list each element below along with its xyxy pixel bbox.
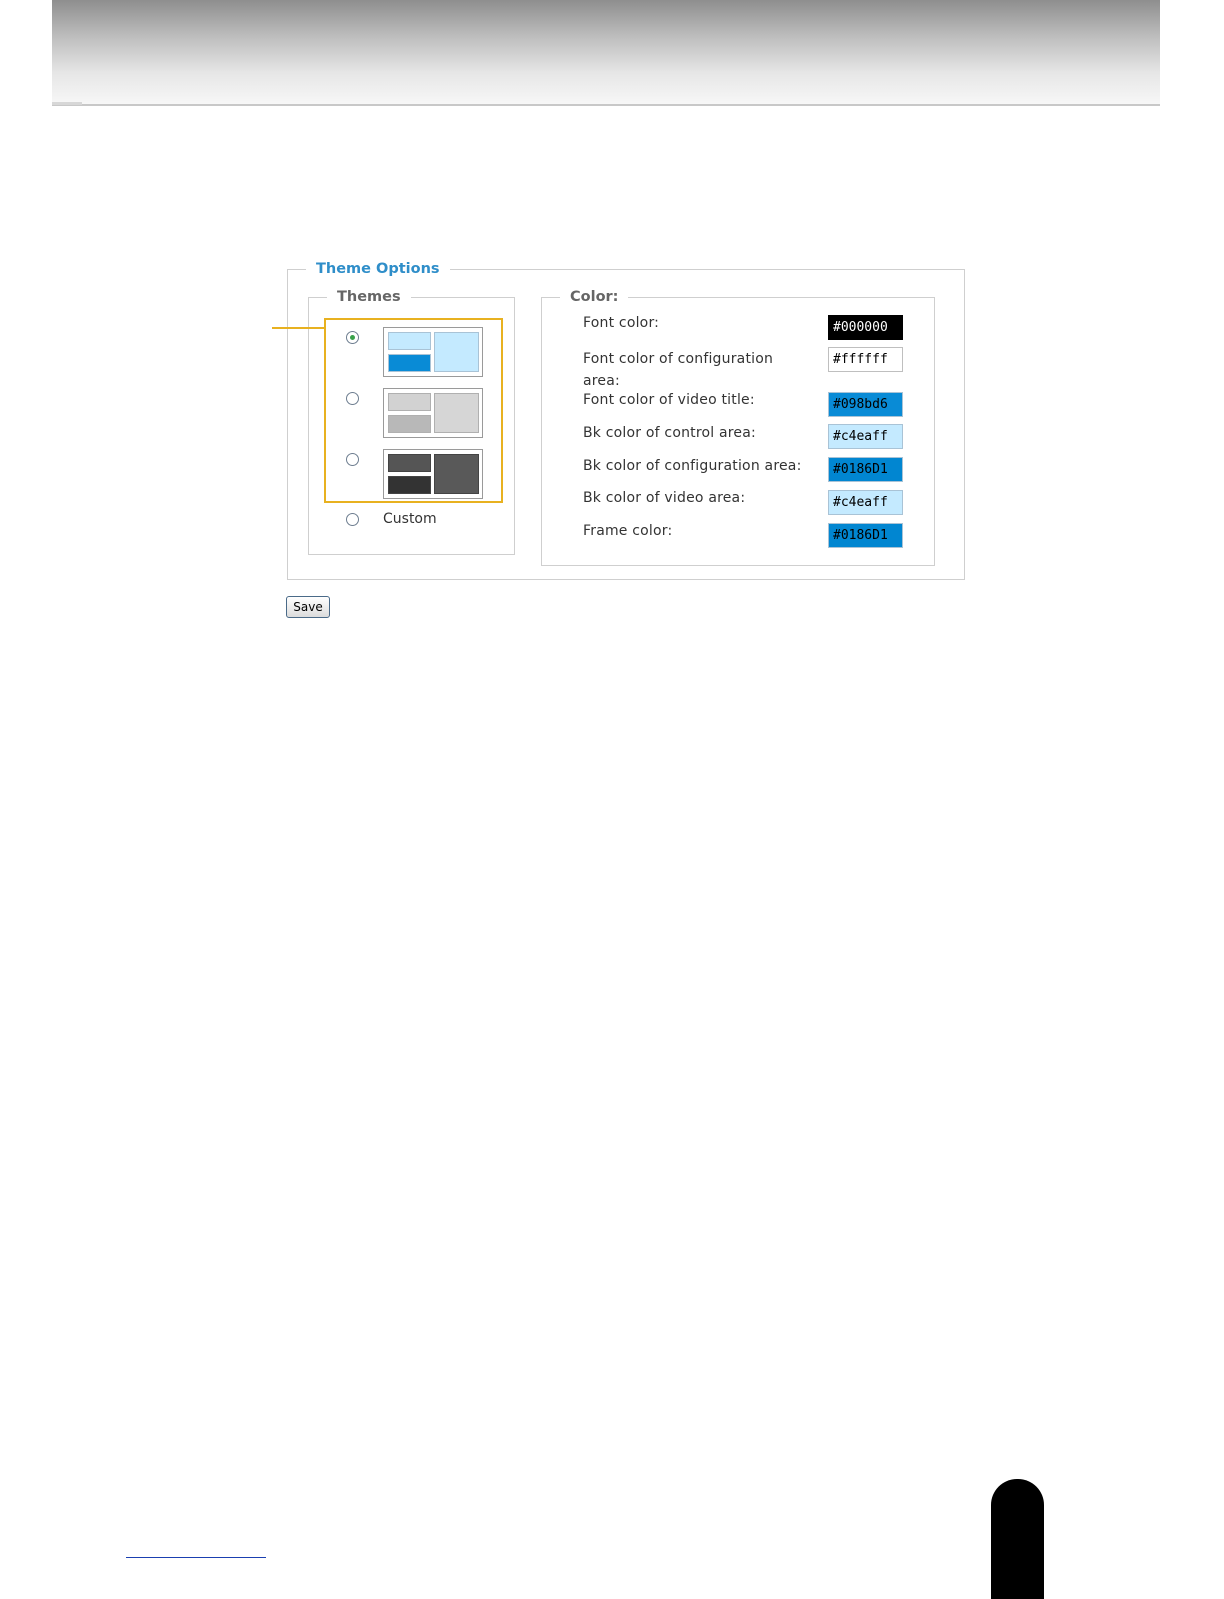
control-area-bk-color-label: Bk color of control area: bbox=[583, 425, 756, 441]
preview-control-area bbox=[388, 332, 431, 350]
video-area-bk-color-field[interactable]: #c4eaff bbox=[828, 490, 903, 515]
header-tab-accent bbox=[52, 102, 82, 105]
control-area-bk-color-field[interactable]: #c4eaff bbox=[828, 424, 903, 449]
frame-color-field[interactable]: #0186D1 bbox=[828, 523, 903, 548]
footer-link-underline bbox=[126, 1557, 266, 1558]
frame-color-label: Frame color: bbox=[583, 523, 673, 539]
theme-1-radio[interactable] bbox=[346, 331, 359, 344]
config-font-color-label: Font color of configuration area: bbox=[583, 351, 774, 389]
radio-selected-dot bbox=[350, 335, 355, 340]
page-number-tab bbox=[991, 1479, 1044, 1599]
theme-2-preview[interactable] bbox=[383, 388, 483, 438]
preview-video-area bbox=[434, 332, 479, 372]
preview-config-area bbox=[388, 354, 431, 372]
preview-config-area bbox=[388, 476, 431, 494]
config-area-bk-color-label: Bk color of configuration area: bbox=[583, 458, 802, 474]
preview-control-area bbox=[388, 393, 431, 411]
video-title-font-color-label: Font color of video title: bbox=[583, 392, 755, 408]
page-header-band bbox=[52, 0, 1160, 106]
color-legend: Color: bbox=[570, 289, 619, 305]
theme-options-title: Theme Options bbox=[316, 261, 440, 277]
theme-3-radio[interactable] bbox=[346, 453, 359, 466]
preview-control-area bbox=[388, 454, 431, 472]
theme-2-radio[interactable] bbox=[346, 392, 359, 405]
callout-line bbox=[272, 327, 325, 329]
font-color-label: Font color: bbox=[583, 315, 660, 331]
theme-3-preview[interactable] bbox=[383, 449, 483, 499]
custom-theme-radio[interactable] bbox=[346, 513, 359, 526]
preview-config-area bbox=[388, 415, 431, 433]
preview-video-area bbox=[434, 454, 479, 494]
video-title-font-color-field[interactable]: #098bd6 bbox=[828, 392, 903, 417]
themes-legend: Themes bbox=[337, 289, 401, 305]
config-font-color-field[interactable]: #ffffff bbox=[828, 347, 903, 372]
custom-theme-label: Custom bbox=[383, 511, 437, 527]
preview-video-area bbox=[434, 393, 479, 433]
theme-1-preview[interactable] bbox=[383, 327, 483, 377]
config-area-bk-color-field[interactable]: #0186D1 bbox=[828, 457, 903, 482]
video-area-bk-color-label: Bk color of video area: bbox=[583, 490, 746, 506]
font-color-field[interactable]: #000000 bbox=[828, 315, 903, 340]
save-button[interactable]: Save bbox=[286, 596, 330, 618]
